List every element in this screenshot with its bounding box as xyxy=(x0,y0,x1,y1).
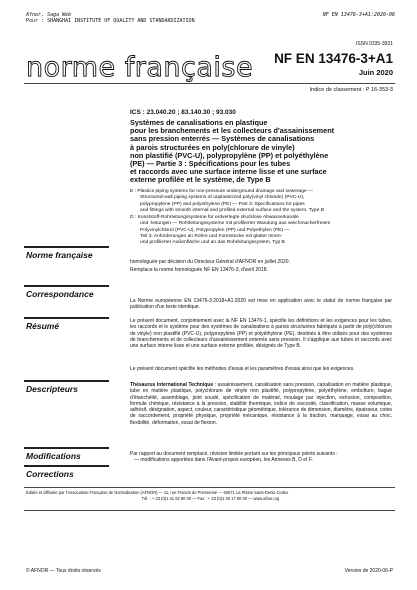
norme-francaise-line: homologuée par décision du Directeur Général d'AFNOR en juillet 2020. xyxy=(130,259,290,265)
footer-rule xyxy=(24,487,395,488)
modifications-line: Par rapport au document remplacé, révision limitée portant sur les principaux points suivants : xyxy=(130,451,338,457)
header-source: Afnor, Saga Web xyxy=(26,12,72,18)
publisher-info xyxy=(26,490,395,501)
section-rule xyxy=(24,317,109,319)
section-title-corrections: Corrections xyxy=(26,469,74,479)
norme-francaise-text xyxy=(130,259,392,274)
publisher-address: Éditée et diffusée par l'Association Française de Normalisation (AFNOR) — 11, rue Francis de Pressensé — 93571 La Plaine Saint-Denis Cedex xyxy=(26,490,289,495)
french-title-line: Systèmes de canalisations en plastique xyxy=(130,118,268,127)
header-customer xyxy=(26,18,195,24)
publisher-contact: Tél. : + 33 (0)1 41 62 80 00 — Fax : + 33 (0)1 49 17 90 00 — www.afnor.org xyxy=(141,495,280,501)
french-title-line: pour les branchements et les collecteurs d'assainissement xyxy=(130,126,335,136)
correspondance-text: La Norme européenne EN 13476-3:2018+A1:2020 est mise en application avec le statut de norme française par publication d'un texte identique. xyxy=(130,298,392,311)
english-title-line: E : Plastics piping systems for non-pressure underground drainage and sewerage — xyxy=(130,189,313,194)
version: Version de 2020-06-P xyxy=(344,568,393,574)
modifications-text xyxy=(130,451,392,464)
french-title-line: (PE) — Partie 3 : Spécifications pour les tubes xyxy=(130,159,291,169)
section-title-descripteurs: Descripteurs xyxy=(26,384,78,394)
french-title xyxy=(130,119,400,185)
standard-number: NF EN 13476-3+A1 xyxy=(274,51,393,66)
english-title-line: Structured-wall piping systems of unplasticized poly(vinyl chloride) (PVC-U), xyxy=(140,195,305,201)
modifications-line: — modifications apportées dans l'Avant-propos européen, les Annexes B, D et F. xyxy=(134,457,313,464)
norme-francaise-line: Remplace la norme homologuée NF EN 13476-3, d'avril 2018. xyxy=(130,267,268,274)
section-title-norme-francaise: Norme française xyxy=(26,250,93,260)
header-customer-label: Pour : xyxy=(26,18,45,24)
section-title-resume: Résumé xyxy=(26,321,60,331)
footer-rule-bottom xyxy=(24,510,395,511)
french-title-line: et raccords avec une surface interne lisse et une surface xyxy=(130,167,327,177)
section-rule xyxy=(24,380,109,382)
norme-francaise-logo: norme française xyxy=(26,52,254,83)
french-title-line: à parois structurées en poly(chlorure de vinyle) xyxy=(130,142,295,152)
french-title-line: non plastifié (PVC-U), polypropylène (PP) et polyéthylène xyxy=(130,150,329,160)
german-title xyxy=(130,215,400,246)
section-title-modifications: Modifications xyxy=(26,451,81,461)
english-title-line: and fittings with smooth internal and profiled external surface and the system, Type B xyxy=(140,207,324,213)
descripteurs-text xyxy=(130,382,392,426)
german-title-line: und -leitungen — Rohrleitungssysteme mit profilierter Wandung aus weichmacherfreiem xyxy=(140,221,331,227)
french-title-line: externe profilée et le système, de Type B xyxy=(130,175,271,185)
ics-codes: ICS : 23.040.20 ; 83.140.30 ; 93.030 xyxy=(130,109,236,116)
resume-paragraph-2: Le présent document spécifie les méthodes d'essai et les paramètres d'essai ainsi que les exigences. xyxy=(130,366,355,372)
header-rule xyxy=(24,83,395,84)
french-title-line: sans pression enterrés — Systèmes de canalisations xyxy=(130,134,315,144)
german-title-line: und profilierter Außenfläche und an das Rohrleitungssystem, Typ B xyxy=(140,240,285,246)
section-title-correspondance: Correspondance xyxy=(26,289,94,299)
english-title xyxy=(130,189,400,214)
german-title-line: D : Kunststoff-Rohrleitungssysteme für erdverlegte drucklose Abwasserkanäle xyxy=(130,215,299,220)
german-title-line: Polyvinylchlorid (PVC-U), Polypropylen (PP) und Polyethylen (PE) — xyxy=(140,227,290,233)
descripteurs-keywords: : assainissement, canalisation sans pression, canalisation en matière plastique, tube en matière plastique, polychlorure de vinyle non plastifié, polypropylène, polyéthylène, emboîture, bague d'étanchéité, assemblage, joint soudé, spécification de matériel, moulage par injection, extrusion, composition, formule chimique, résistance à la pression, stabilité thermique, indice de viscosité, classification, masse volumique, adhésif, désignation, aspect, couleur, caractéristique géométrique, tolérance de dimension, diamètre, épaisseur, cotes de raccordement, propriété physique, propriété mécanique, résistance à la traction, marquage, essai au choc, flexibilité, déformation, essai de flexion. xyxy=(130,382,392,426)
copyright: © AFNOR — Tous droits réservés xyxy=(26,568,101,574)
section-rule xyxy=(24,285,109,287)
section-rule xyxy=(24,246,109,248)
classification-index: Indice de classement : P 16-353-3 xyxy=(309,87,393,93)
header-customer-value: SHANGHAI INSTITUTE OF QUALITY AND STANDARDIZATION xyxy=(47,18,195,24)
german-title-line: Teil 3: Anforderungen an Rohre und Formstücke mit glatter Innen- xyxy=(140,233,283,239)
issn: ISSN 0335-3931 xyxy=(356,41,393,47)
publication-date: Juin 2020 xyxy=(358,68,393,77)
resume-paragraph-1: Le présent document, conjointement avec la NF EN 13476-1, spécifie les définitions et les exigences pour les tubes, les raccords et le système pour des systèmes de canalisations à parois structurées fabriqués à partir de poly(chlorure de vinyle) non plastifié (PVC-U), polypropylène (PP) et polyéthylène (PE), destinés à être utilisés pour des systèmes de branchements et de collecteurs d'assainissement enterrés sans pression. Il s'applique aux tubes et raccords avec une surface interne lisse et une surface externe profilée, désignés de Type B. xyxy=(130,318,392,350)
section-rule xyxy=(24,465,109,467)
header-doc-ref: NF EN 13476-3+A1:2020-06 xyxy=(322,12,395,18)
section-rule xyxy=(24,447,109,449)
descripteurs-lead: Thésaurus International Technique xyxy=(130,382,214,388)
english-title-line: polypropylene (PP) and polyethylene (PE) — Part 3: Specifications for pipes xyxy=(140,201,305,207)
